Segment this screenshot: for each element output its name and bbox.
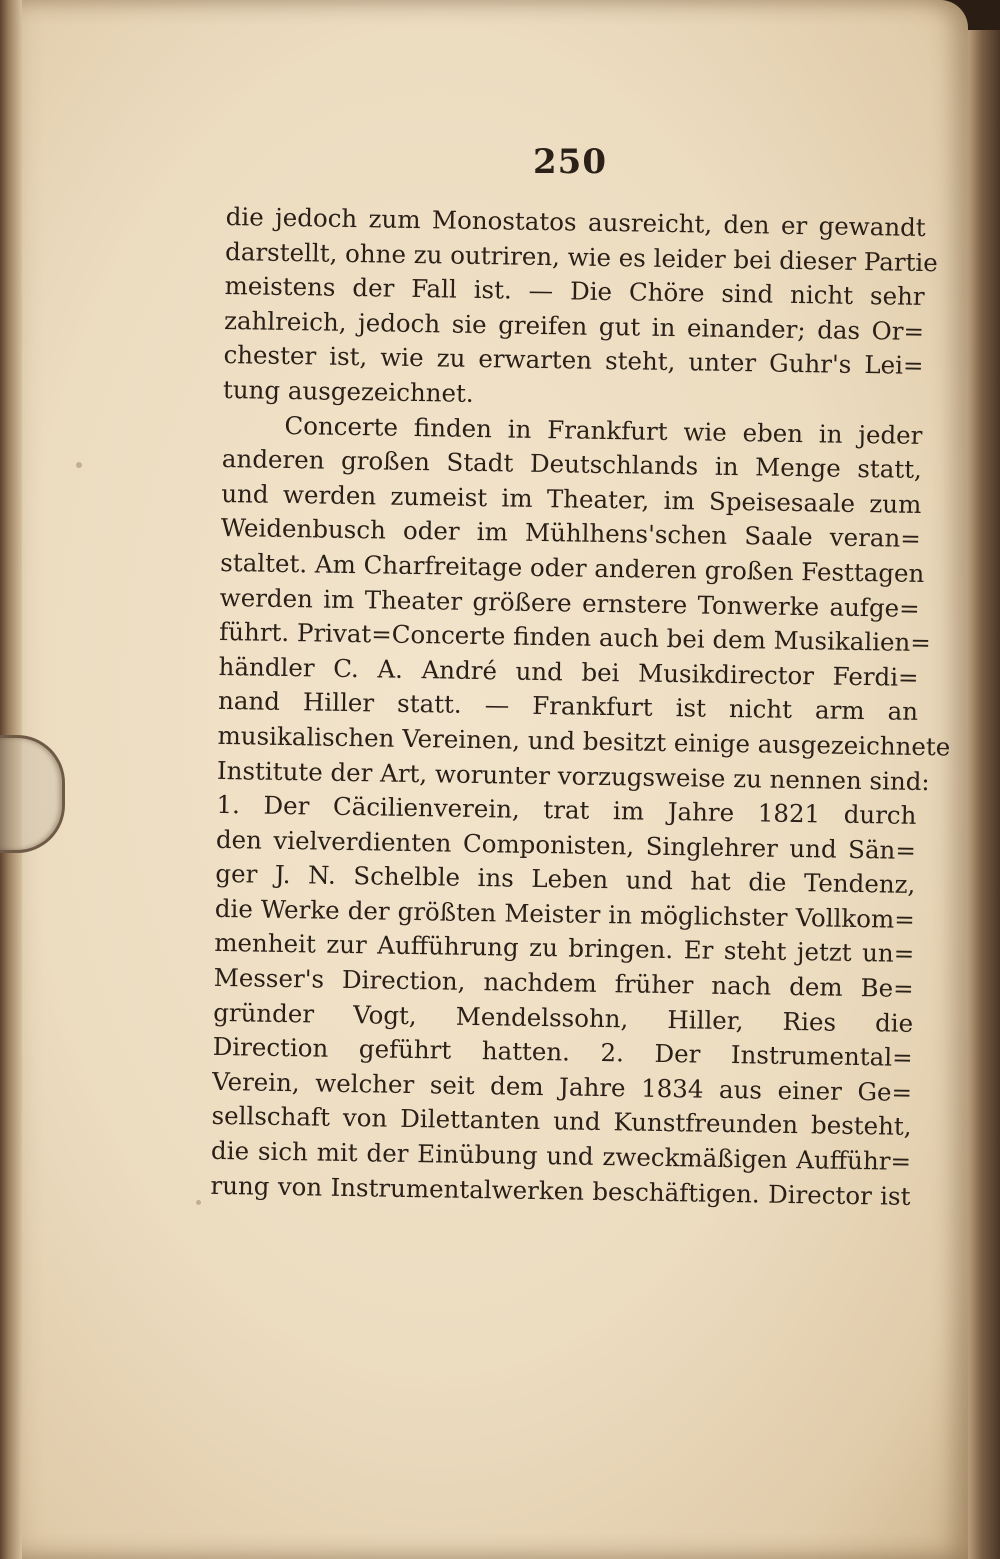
text-line: musikalischen Vereinen, und besitzt einige ausgezeichnete [217, 720, 951, 762]
text-line: zahlreich, jedoch sie greifen gut in einander; das Or= [223, 305, 925, 346]
text-line: die Werke der größten Meister in möglichster Vollkom= [214, 893, 916, 934]
text-line: Concerte finden in Frankfurt wie eben in jeder [284, 410, 923, 450]
text-line: und werden zumeist im Theater, im Speisesaale zum [221, 478, 922, 519]
text-line: händler C. A. André und bei Musikdirector Ferdi= [218, 651, 919, 692]
text-line: tung ausgezeichnet. [222, 374, 474, 408]
text-line: die jedoch zum Monostatos ausreicht, den er gewandt [225, 201, 926, 242]
text-line: 1. Der Cäcilienverein, trat im Jahre 1821 durch [216, 790, 917, 831]
page-number: 250 [533, 142, 607, 182]
text-line: meistens der Fall ist. — Die Chöre sind nicht sehr [224, 271, 925, 312]
text-line: rung von Instrumentalwerken beschäftigen. Director ist [210, 1170, 911, 1211]
text-line: gründer Vogt, Mendelssohn, Hiller, Ries die [213, 997, 914, 1038]
text-line: führt. Privat=Concerte finden auch bei dem Musikalien= [218, 617, 932, 658]
text-line: Weidenbusch oder im Mühlhens'schen Saale veran= [220, 513, 921, 554]
text-line: menheit zur Aufführung zu bringen. Er steht jetzt un= [214, 928, 915, 969]
text-line: anderen großen Stadt Deutschlands in Menge statt, [221, 444, 923, 485]
text-line: Verein, welcher seit dem Jahre 1834 aus einer Ge= [211, 1066, 913, 1107]
text-line: darstellt, ohne zu outriren, wie es leider bei dieser Partie [224, 236, 938, 277]
body-text [210, 200, 951, 1214]
text-line: sellschaft von Dilettanten und Kunstfreunden besteht, [211, 1101, 912, 1142]
text-line: Messer's Direction, nachdem früher nach dem Be= [213, 962, 914, 1003]
text-line: werden im Theater größere ernstere Tonwerke aufge= [219, 582, 920, 623]
paper-spot [196, 1200, 201, 1205]
text-line: staltet. Am Charfreitage oder anderen großen Festtagen [220, 547, 925, 588]
page-clip [0, 735, 65, 853]
text-line: die sich mit der Einübung und zweckmäßigen Aufführ= [210, 1135, 912, 1176]
text-line: Institute der Art, worunter vorzugsweise zu nennen sind: [216, 755, 930, 796]
text-line: nand Hiller statt. — Frankfurt ist nicht arm an [217, 686, 919, 727]
text-line: ger J. N. Schelble ins Leben und hat die Tendenz, [215, 859, 916, 900]
paper-spot [76, 462, 82, 468]
text-line: den vielverdienten Componisten, Singlehrer und Sän= [215, 824, 917, 865]
text-line: chester ist, wie zu erwarten steht, unter Guhr's Lei= [223, 340, 924, 381]
text-line: Direction geführt hatten. 2. Der Instrumental= [212, 1032, 913, 1073]
